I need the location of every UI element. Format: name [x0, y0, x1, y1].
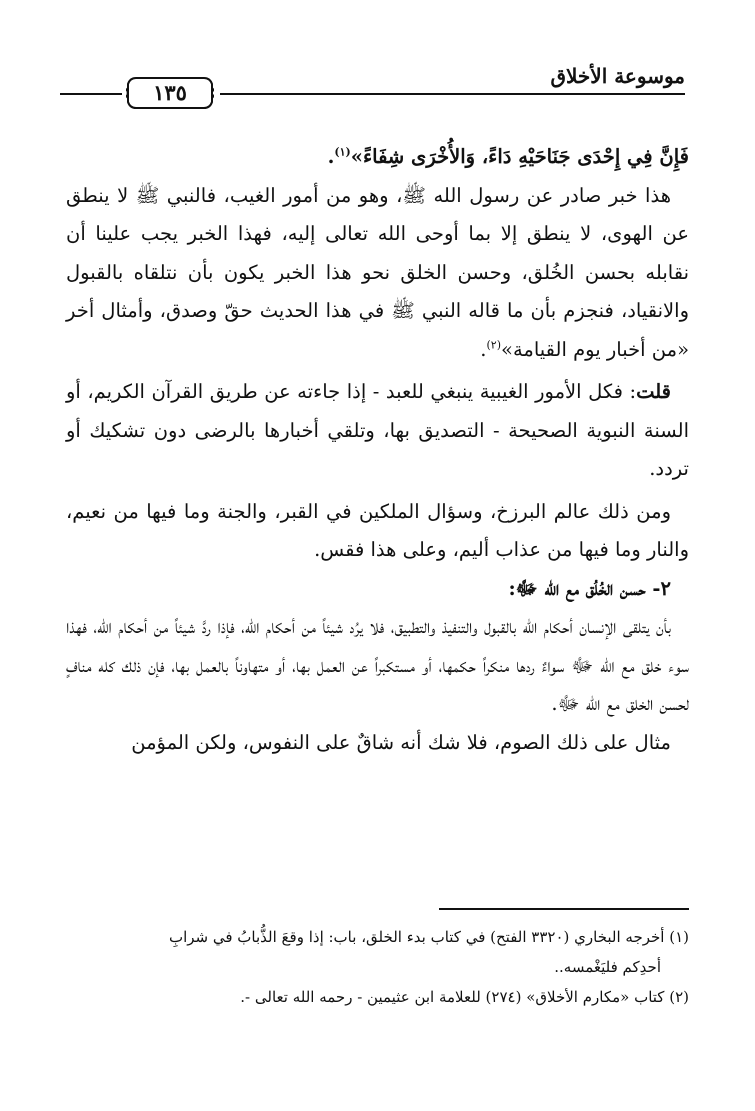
footnote-1-continued: أحدِكم فليَغْمسه.. [554, 958, 661, 976]
footnote-ref-1: (١) [334, 145, 351, 159]
hadith-quote: فَإِنَّ فِي إِحْدَى جَنَاحَيْهِ دَاءً، وَالأُخْرَى شِفَاءً»$^{(١)}$. [327, 145, 689, 168]
hadith-text: فَإِنَّ فِي إِحْدَى جَنَاحَيْهِ دَاءً، وَالأُخْرَى شِفَاءً» [350, 145, 689, 168]
header-rule-right [220, 93, 685, 95]
footnote-1: (١) أخرجه البخاري (٣٣٢٠ الفتح) في كتاب بدء الخلق، باب: إذا وقعَ الذُّبابُ في شرابِ [168, 928, 689, 946]
main-text [66, 138, 689, 762]
paragraph: ومن ذلك عالم البرزخ، وسؤال الملكين في القبر، والجنة وما فيها من نعيم، والنار وما فيها من عذاب أليم، وعلى هذا فقس. [66, 499, 689, 561]
paragraph [66, 373, 689, 489]
footnotes [66, 922, 689, 1012]
page-number-frame [126, 76, 214, 110]
footnote-divider [439, 908, 689, 910]
paragraph: بأن يتلقى الإنسان أحكام الله بالقبول والتنفيذ والتطبيق، فلا يرُد شيئاً من أحكام الله، فإذا ردَّ شيئاً من أحكام الله، فهذا سوء خلق مع الله ﷻ سواءٌ ردها منكراً حكمها، أو مستكبراً عن العمل بها، أو متهاوناً بالعمل بها، فإن ذلك كله منافٍ لحسن الخلق مع الله ﷻ. [66, 615, 689, 715]
paragraph-text: : فكل الأمور الغيبية ينبغي للعبد - إذا جاءته عن طريق القرآن الكريم، أو السنة النبوية الصحيحة - التصديق بها، وتلقي أخبارها بالرضى دون تشكيك أو تردد. [66, 380, 689, 480]
paragraph: مثال على ذلك الصوم، فلا شك أنه شاقٌ على النفوس، ولكن المؤمن [131, 730, 671, 754]
book-title: موسوعة الأخلاق [550, 64, 685, 88]
page-number: ١٣٥ [153, 80, 187, 105]
page-header [60, 60, 685, 105]
footnote-ref-2: (٢) [486, 338, 502, 351]
footnote-2: (٢) كتاب «مكارم الأخلاق» (٢٧٤) للعلامة ابن عثيمين - رحمه الله تعالى -. [240, 988, 689, 1006]
section-title: ٢- حسن الخُلُق مع الله ﷻ: [508, 576, 671, 600]
paragraph-label: قلت [636, 380, 671, 403]
paragraph: هذا خبر صادر عن رسول الله ﷺ، وهو من أمور الغيب، فالنبي ﷺ لا ينطق عن الهوى، لا ينطق إلا بما أوحى الله تعالى إليه، فهذا الخبر يجب علينا أن نقابله بحسن الخُلق، وحسن الخلق نحو هذا الخبر يكون بأن نتلقاه بالقبول والانقياد، فنجزم بأن ما قاله النبي ﷺ في هذا الحديث حقّ وصدق، وأمثال أخر «من أخبار يوم القيامة»$^{(٢)}$. [66, 183, 689, 361]
paragraph-text: هذا خبر صادر عن رسول الله ﷺ، وهو من أمور الغيب، فالنبي ﷺ لا ينطق عن الهوى، لا ينطق إلا بما أوحى الله تعالى إليه، فهذا الخبر يجب علينا أن نقابله بحسن الخُلق، وحسن الخلق نحو هذا الخبر يكون بأن نتلقاه بالقبول والانقياد، فنجزم بأن ما قاله النبي ﷺ في هذا الحديث حقّ وصدق، وأمثال أخر «من أخبار يوم القيامة» [66, 183, 689, 361]
header-rule-left [60, 93, 122, 95]
